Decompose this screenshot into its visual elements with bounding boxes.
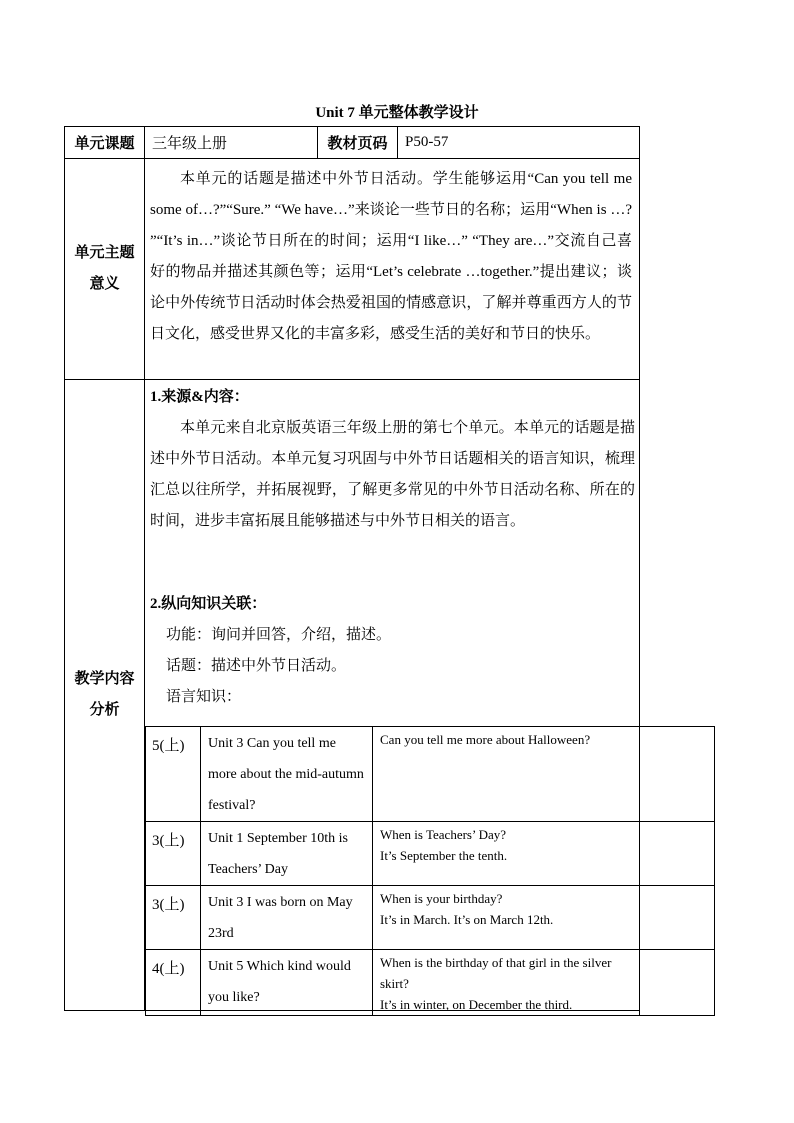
empty-cell [640, 822, 715, 886]
knowledge-table [145, 726, 715, 1016]
sentence-cell [373, 727, 640, 822]
pages-value: P50-57 [398, 127, 640, 159]
grade-cell: 3(上) [146, 822, 201, 886]
empty-cell [640, 950, 715, 1016]
topic-label: 单元课题 [65, 127, 145, 159]
topic-line: 话题：描述中外节日活动。 [166, 658, 347, 674]
empty-cell [640, 886, 715, 950]
sentence-line: When is Teachers’ Day? [380, 827, 507, 842]
theme-label-line2: 意义 [89, 276, 120, 292]
sentence-cell [373, 822, 640, 886]
theme-label [65, 159, 145, 380]
unit-cell: Unit 1 September 10th is Teachers’ Day [201, 822, 373, 886]
sentence-line: When is the birthday of that girl in the silver skirt? [380, 955, 612, 991]
theme-text: 本单元的话题是描述中外节日活动。学生能够运用“Can you tell me some of…?”“Sure.” “We have…”来谈论一些节日的名称；运用“When is …? ”“It’s in…”谈论节日所在的时间；运用“I like…” “They are…”交流自己喜好的物品并描述其颜色等；运用“Let’s celebrate …together.”提出建议；谈论中外传统节日活动时体会热爱祖国的情感意识，了解并尊重西方人的节日文化，感受世界又化的丰富多彩，感受生活的美好和节日的快乐。 [150, 171, 632, 342]
language-knowledge-line: 语言知识： [166, 689, 242, 705]
document-title: Unit 7 单元整体教学设计 [315, 105, 479, 121]
table-row [146, 727, 715, 822]
theme-label-line1: 单元主题 [74, 245, 135, 261]
table-row [146, 950, 715, 1016]
sentence-cell [373, 886, 640, 950]
sentence-line: When is your birthday? [380, 891, 503, 906]
function-line: 功能：询问并回答，介绍，描述。 [166, 627, 392, 643]
knowledge-link-heading: 2.纵向知识关联： [150, 596, 267, 612]
grade-cell: 5(上) [146, 727, 201, 822]
unit-cell: Unit 5 Which kind would you like? [201, 950, 373, 1016]
table-row [146, 886, 715, 950]
sentence-line: It’s September the tenth. [380, 848, 508, 863]
analysis-label [65, 380, 145, 1011]
sentence-line: It’s in winter, on December the third. [380, 997, 573, 1012]
pages-label: 教材页码 [318, 127, 398, 159]
source-content-heading: 1.来源&内容： [150, 389, 249, 405]
analysis-label-line2: 分析 [89, 702, 120, 718]
table-row [146, 822, 715, 886]
empty-cell [640, 727, 715, 822]
grade-cell: 3(上) [146, 886, 201, 950]
grade-cell: 4(上) [146, 950, 201, 1016]
sentence-line: Can you tell me more about Halloween? [380, 732, 591, 747]
theme-text-cell [145, 159, 640, 380]
unit-cell: Unit 3 I was born on May 23rd [201, 886, 373, 950]
source-content-text: 本单元来自北京版英语三年级上册的第七个单元。本单元的话题是描述中外节日活动。本单元复习巩固与中外节日话题相关的语言知识，梳理汇总以往所学，并拓展视野，了解更多常见的中外节日活动名称、所在的时间，进步丰富拓展且能够描述与中外节日相关的语言。 [150, 420, 635, 529]
topic-value: 三年级上册 [145, 127, 318, 159]
sentence-line: It’s in March. It’s on March 12th. [380, 912, 554, 927]
unit-cell: Unit 3 Can you tell me more about the mid-autumn festival? [201, 727, 373, 822]
sentence-cell [373, 950, 640, 1016]
analysis-label-line1: 教学内容 [74, 671, 135, 687]
